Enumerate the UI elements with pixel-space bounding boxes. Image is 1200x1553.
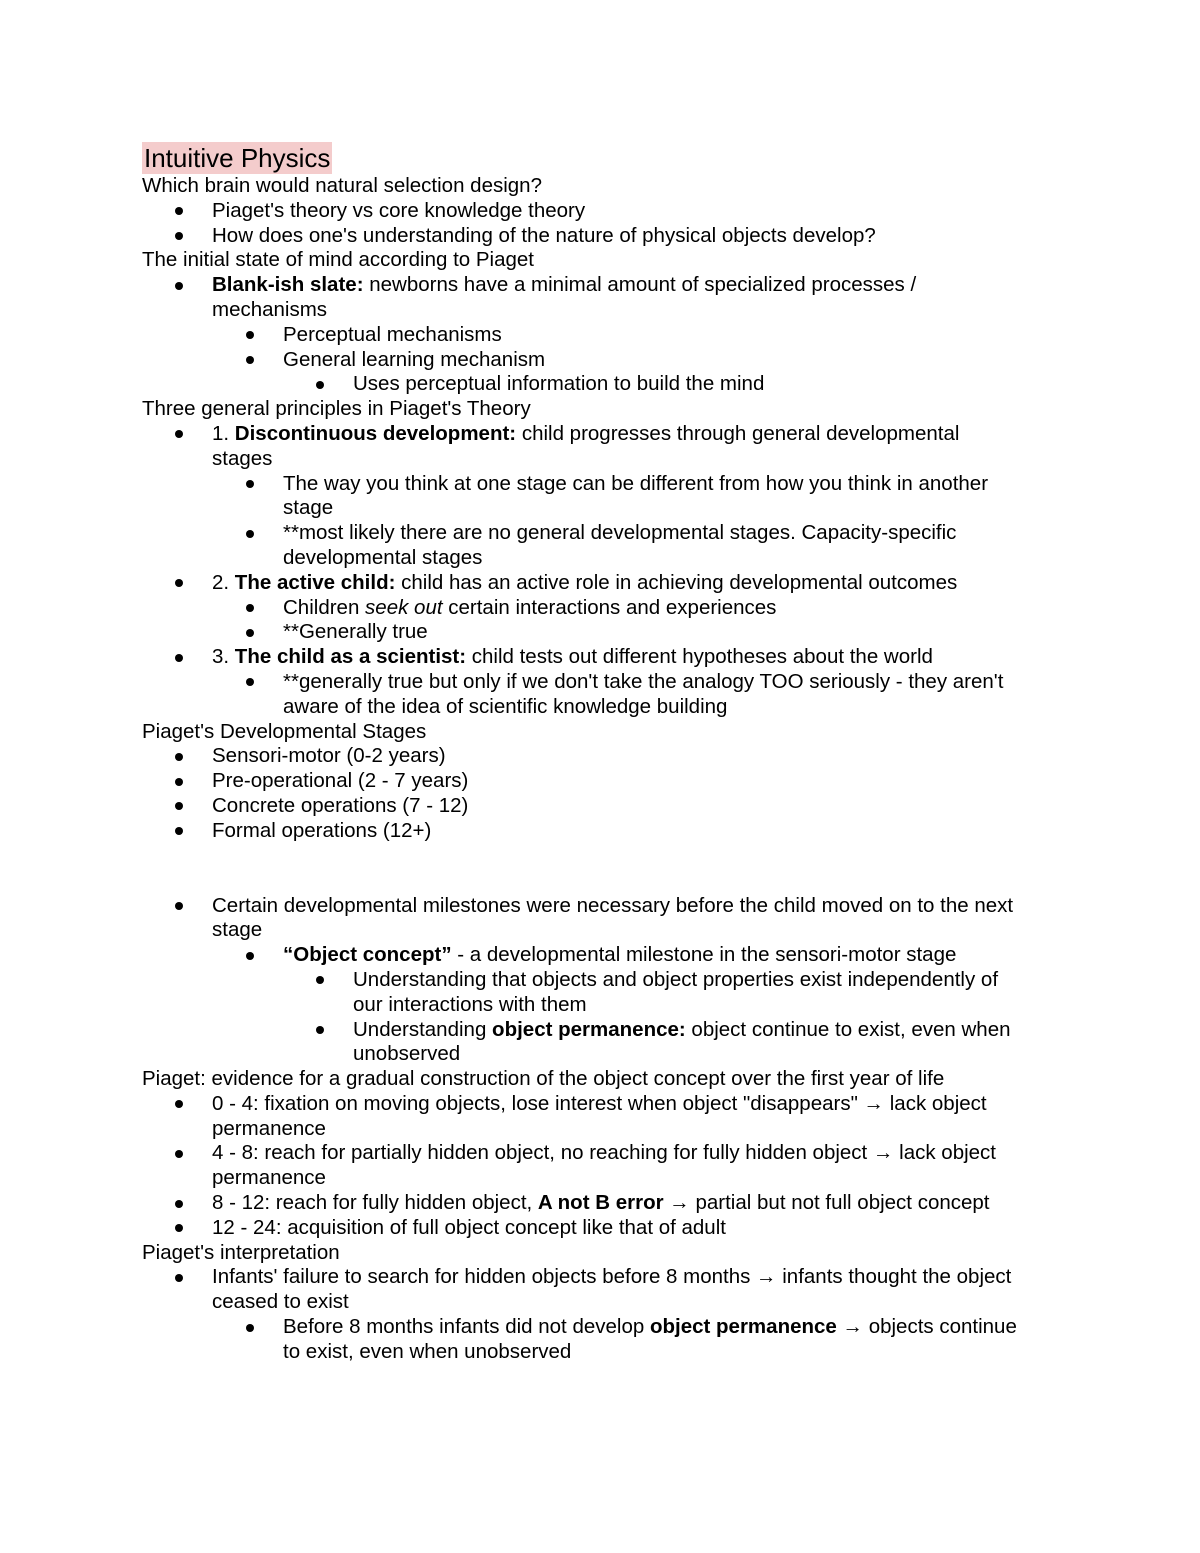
list-item: Sensori-motor (0-2 years) [142, 744, 1062, 769]
section-heading: The initial state of mind according to Piaget [142, 248, 534, 272]
list-item: Blank-ish slate: newborns have a minimal amount of specialized processes / [142, 273, 1062, 298]
bullet-icon [246, 604, 254, 612]
list-item-continuation: aware of the idea of scientific knowledge building [283, 694, 728, 718]
list-item-continuation: stages [212, 446, 273, 470]
section-heading: Three general principles in Piaget's Theory [142, 397, 531, 421]
list-item: 0 - 4: fixation on moving objects, lose interest when object "disappears" → lack object [142, 1092, 1062, 1117]
bullet-icon [246, 952, 254, 960]
list-item-continuation: developmental stages [283, 545, 483, 569]
title-row [142, 142, 1062, 174]
list-item: General learning mechanism [142, 348, 1062, 373]
list-item: Understanding object permanence: object continue to exist, even when [142, 1018, 1062, 1043]
bullet-icon [175, 207, 183, 215]
list-item: Perceptual mechanisms [142, 323, 1062, 348]
bullet-icon [175, 902, 183, 910]
bullet-icon [175, 1200, 183, 1208]
list-item-continuation: permanence [212, 1116, 326, 1140]
bullet-icon [246, 629, 254, 637]
bullet-icon [175, 579, 183, 587]
section-heading: Piaget's interpretation [142, 1240, 340, 1264]
list-item: Concrete operations (7 - 12) [142, 794, 1062, 819]
list-item: Uses perceptual information to build the mind [142, 372, 1062, 397]
bullet-icon [246, 331, 254, 339]
bullet-icon [175, 827, 183, 835]
list-item: **most likely there are no general developmental stages. Capacity-specific [142, 521, 1062, 546]
list-item: Understanding that objects and object properties exist independently of [142, 968, 1062, 993]
bullet-icon [246, 678, 254, 686]
section-heading: Which brain would natural selection design? [142, 174, 542, 197]
list-item: 4 - 8: reach for partially hidden object, no reaching for fully hidden object → lack object [142, 1141, 1062, 1166]
list-item: **Generally true [142, 620, 1062, 645]
list-item-continuation: stage [212, 918, 263, 942]
bullet-icon [175, 753, 183, 761]
list-item: Pre-operational (2 - 7 years) [142, 769, 1062, 794]
bullet-icon [175, 1100, 183, 1108]
list-item-continuation: stage [283, 496, 334, 520]
list-item: Formal operations (12+) [142, 819, 1062, 844]
list-item: 12 - 24: acquisition of full object concept like that of adult [142, 1216, 1062, 1241]
list-item-continuation: our interactions with them [353, 992, 587, 1016]
bullet-icon [175, 778, 183, 786]
bullet-icon [316, 976, 324, 984]
list-item: **generally true but only if we don't take the analogy TOO seriously - they aren't [142, 670, 1062, 695]
section-heading: Piaget: evidence for a gradual construction of the object concept over the first year of life [142, 1067, 945, 1091]
bullet-icon [175, 1150, 183, 1158]
section-heading: Piaget's Developmental Stages [142, 719, 427, 743]
blank-space [142, 844, 1062, 894]
notes-content [142, 142, 1062, 1365]
list-item: How does one's understanding of the nature of physical objects develop? [142, 224, 1062, 249]
bullet-icon [316, 1026, 324, 1034]
bullet-icon [175, 654, 183, 662]
list-item-continuation: mechanisms [212, 297, 328, 321]
list-item: 3. The child as a scientist: child tests out different hypotheses about the world [142, 645, 1062, 670]
bullet-icon [246, 356, 254, 364]
bullet-icon [175, 802, 183, 810]
list-item: The way you think at one stage can be different from how you think in another [142, 472, 1062, 497]
bullet-icon [316, 381, 324, 389]
bullet-icon [175, 1224, 183, 1232]
list-item-continuation: to exist, even when unobserved [283, 1339, 572, 1363]
list-item: Certain developmental milestones were necessary before the child moved on to the next [142, 894, 1062, 919]
list-item: “Object concept” - a developmental milestone in the sensori-motor stage [142, 943, 1062, 968]
bullet-icon [246, 480, 254, 488]
list-item: 1. Discontinuous development: child progresses through general developmental [142, 422, 1062, 447]
list-item: 8 - 12: reach for fully hidden object, A not B error → partial but not full object concept [142, 1191, 1062, 1216]
list-item-continuation: unobserved [353, 1042, 461, 1066]
list-item: 2. The active child: child has an active role in achieving developmental outcomes [142, 571, 1062, 596]
list-item-continuation: permanence [212, 1166, 326, 1190]
bullet-icon [175, 1274, 183, 1282]
bullet-icon [175, 282, 183, 290]
bullet-icon [175, 232, 183, 240]
bullet-icon [175, 430, 183, 438]
list-item: Piaget's theory vs core knowledge theory [142, 199, 1062, 224]
list-item: Infants' failure to search for hidden objects before 8 months → infants thought the object [142, 1265, 1062, 1290]
bullet-icon [246, 530, 254, 538]
page-title: Intuitive Physics [144, 143, 331, 173]
list-item-continuation: ceased to exist [212, 1290, 349, 1314]
list-item: Before 8 months infants did not develop object permanence → objects continue [142, 1315, 1062, 1340]
bullet-icon [246, 1324, 254, 1332]
list-item: Children seek out certain interactions and experiences [142, 596, 1062, 621]
